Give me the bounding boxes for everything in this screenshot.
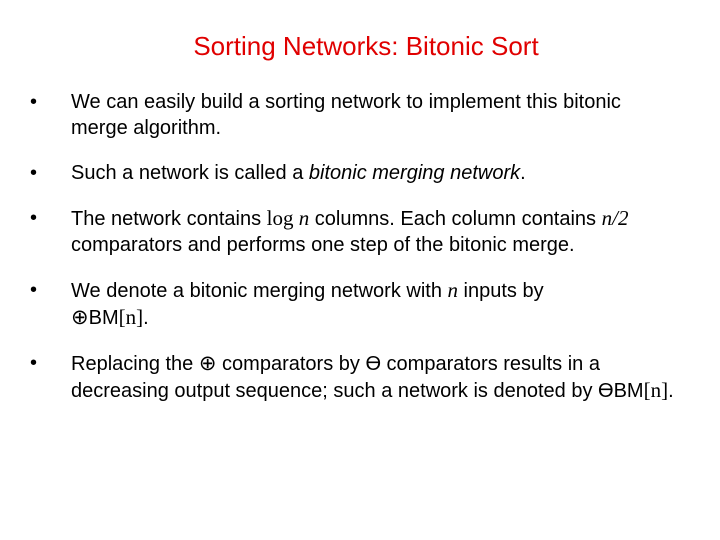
ominus-symbol: Ө — [365, 353, 381, 375]
bullet-text-before: We denote a bitonic merging network with — [71, 280, 448, 302]
bm-label: BM — [613, 380, 644, 402]
bullet-text-middle: inputs by — [458, 280, 544, 302]
math-n-over-2: n/2 — [601, 206, 629, 230]
math-n: n — [298, 206, 310, 230]
bullet-list — [30, 89, 680, 423]
math-n: n — [447, 278, 458, 302]
bullet-text-after: . — [143, 307, 149, 329]
bullet-marker: • — [30, 279, 38, 301]
bullet-emphasis: bitonic merging network — [308, 162, 521, 184]
bullet-text-before: The network contains — [71, 208, 267, 230]
oplus-symbol: ⊕ — [198, 351, 217, 375]
bullet-text-middle: columns. Each column contains — [309, 208, 602, 230]
bullet-text-before: Replacing the — [71, 353, 199, 375]
bullet-item-4 — [30, 277, 680, 331]
bm-argument: [n] — [643, 378, 669, 402]
bullet-text: We can easily build a sorting network to implement this bitonic merge algorithm. — [71, 91, 621, 139]
bullet-text-middle: comparators by — [216, 353, 366, 375]
ominus-symbol-2: Ө — [598, 380, 614, 402]
bullet-item-3 — [30, 205, 680, 258]
bullet-text-after: . — [668, 380, 674, 402]
math-log: log — [266, 206, 299, 230]
bullet-text-after: comparators and performs one step of the bitonic merge. — [71, 234, 575, 256]
oplus-symbol: ⊕ — [71, 305, 89, 329]
bullet-marker: • — [30, 162, 38, 184]
bm-label: BM — [88, 307, 119, 329]
bullet-item-1 — [30, 89, 680, 141]
bullet-item-5 — [30, 350, 680, 404]
bullet-marker: • — [30, 352, 38, 374]
bullet-text-before: Such a network is called a — [71, 162, 309, 184]
bullet-marker: • — [30, 207, 38, 229]
bullet-item-2 — [30, 160, 680, 186]
bm-argument: [n] — [118, 305, 144, 329]
bullet-text-after: . — [520, 162, 526, 184]
slide-title: Sorting Networks: Bitonic Sort — [193, 31, 539, 61]
bullet-text-middle-2: comparators results in a decreasing output sequence; such a network is denoted by — [71, 353, 600, 402]
bullet-marker: • — [30, 91, 38, 113]
